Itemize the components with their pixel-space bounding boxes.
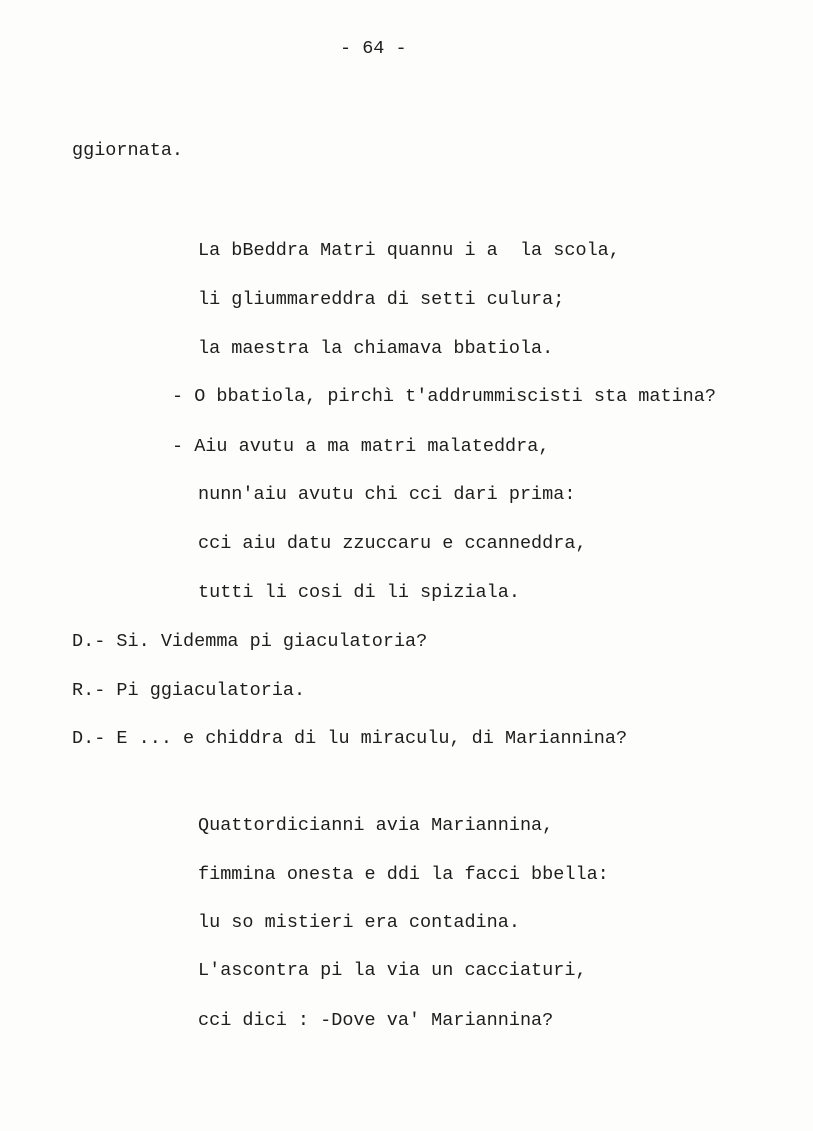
poem-line: Quattordicianni avia Mariannina, (198, 815, 554, 836)
continuation-text: ggiornata. (72, 140, 184, 161)
poem-line: li gliummareddra di setti culura; (198, 289, 565, 310)
dialogue-line: R.- Pi ggiaculatoria. (72, 680, 306, 701)
poem-line: - Aiu avutu a ma matri malateddra, (172, 436, 550, 457)
poem-line: cci aiu datu zzuccaru e ccanneddra, (198, 533, 587, 554)
poem-line: la maestra la chiamava bbatiola. (198, 338, 554, 359)
poem-line: La bBeddra Matri quannu i a la scola, (198, 240, 620, 261)
poem-line: cci dici : -Dove va' Mariannina? (198, 1010, 554, 1031)
poem-line: L'ascontra pi la via un cacciaturi, (198, 960, 587, 981)
dialogue-line: D.- Si. Videmma pi giaculatoria? (72, 631, 428, 652)
poem-line: - O bbatiola, pirchì t'addrummiscisti sta matina? (172, 386, 716, 407)
poem-line: fimmina onesta e ddi la facci bbella: (198, 864, 609, 885)
poem-line: lu so mistieri era contadina. (198, 912, 520, 933)
page-number: - 64 - (340, 38, 407, 59)
dialogue-line: D.- E ... e chiddra di lu miraculu, di Mariannina? (72, 728, 628, 749)
poem-line: nunn'aiu avutu chi cci dari prima: (198, 484, 576, 505)
poem-line: tutti li cosi di li spiziala. (198, 582, 520, 603)
